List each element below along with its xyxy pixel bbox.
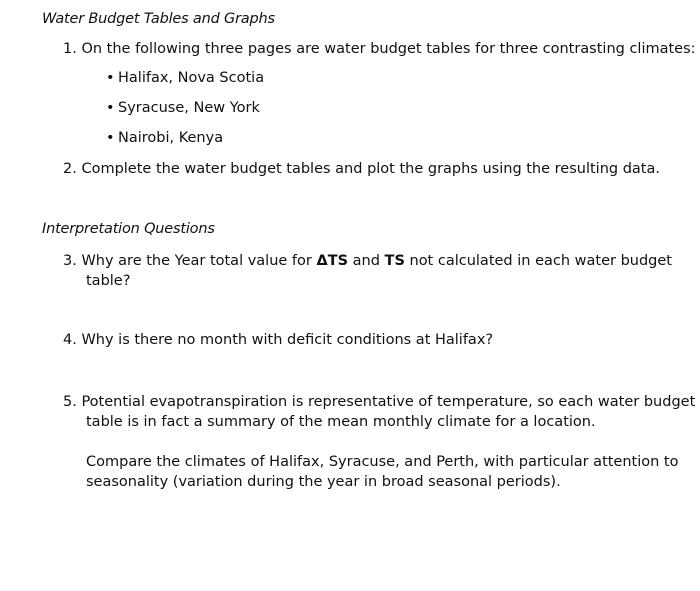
bullet-icon: • (106, 100, 115, 116)
section-heading-water-budget: Water Budget Tables and Graphs (42, 11, 275, 27)
bullet-text: Nairobi, Kenya (118, 130, 224, 146)
bullet-item-syracuse (106, 98, 260, 118)
item-number: 4. (63, 332, 77, 348)
list-item-3-continuation: table? (86, 273, 131, 289)
list-item-1 (63, 39, 696, 59)
item-text: Potential evapotranspiration is representative of temperature, so each water budget (81, 394, 696, 410)
item-text: Why is there no month with deficit conditions at Halifax? (81, 332, 494, 348)
list-item-3 (63, 251, 672, 271)
bullet-icon: • (106, 70, 115, 86)
item-text: On the following three pages are water budget tables for three contrasting climates: (81, 41, 696, 57)
bold-term-ts: TS (384, 253, 405, 269)
item-number: 3. (63, 253, 77, 269)
item-text-part: Why are the Year total value for (81, 253, 317, 269)
item-number: 1. (63, 41, 77, 57)
list-item-5-para2-line1: Compare the climates of Halifax, Syracuse, and Perth, with particular attention to (86, 454, 679, 470)
item-number: 5. (63, 394, 77, 410)
bullet-icon: • (106, 130, 115, 146)
list-item-5-para2-line2: seasonality (variation during the year in broad seasonal periods). (86, 474, 561, 490)
list-item-4 (63, 330, 493, 350)
list-item-5-line2: table is in fact a summary of the mean monthly climate for a location. (86, 414, 596, 430)
item-number: 2. (63, 161, 77, 177)
list-item-2 (63, 159, 660, 179)
bullet-item-halifax (106, 68, 264, 88)
bullet-text: Halifax, Nova Scotia (118, 70, 265, 86)
list-item-5 (63, 392, 695, 412)
section-heading-interpretation: Interpretation Questions (42, 221, 215, 237)
item-text-part: and (348, 253, 385, 269)
bullet-item-nairobi (106, 128, 223, 148)
item-text: Complete the water budget tables and plot the graphs using the resulting data. (81, 161, 660, 177)
item-text-part: not calculated in each water budget (404, 253, 672, 269)
bullet-text: Syracuse, New York (118, 100, 260, 116)
bold-term-delta-ts: ΔTS (316, 253, 349, 269)
